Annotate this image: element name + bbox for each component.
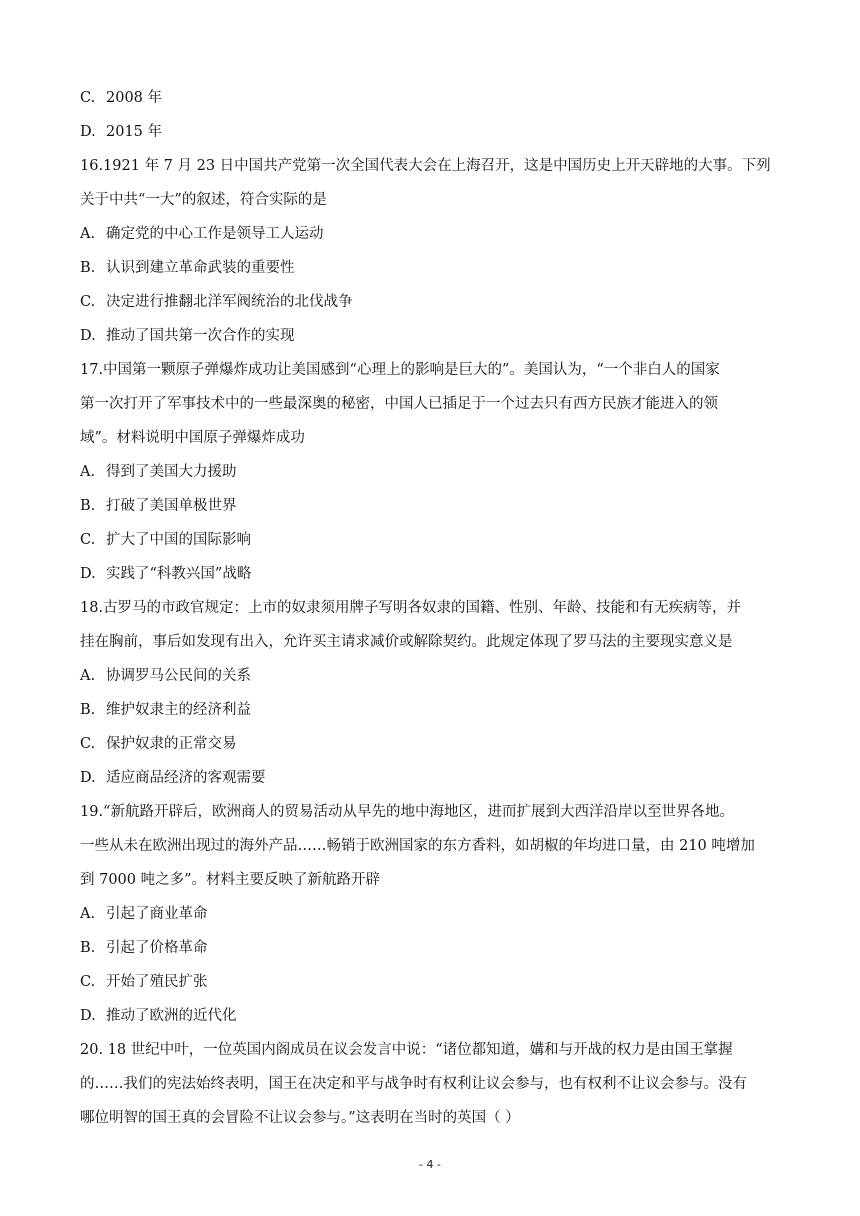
option-letter: C. (80, 294, 96, 310)
option-d-q15 (80, 122, 785, 156)
option-text: 确定党的中心工作是领导工人运动 (106, 226, 324, 242)
option-letter: A. (80, 906, 96, 922)
question-line: 第一次打开了军事技术中的一些最深奥的秘密，中国人已插足于一个过去只有西方民族才能进入的领 (80, 396, 718, 412)
option-letter: D. (80, 124, 96, 140)
option-b-q18 (80, 700, 785, 734)
option-letter: B. (80, 498, 96, 514)
question-19-stem (80, 802, 785, 890)
option-b-q16 (80, 258, 785, 292)
question-line: 一些从未在欧洲出现过的海外产品……畅销于欧洲国家的东方香料，如胡椒的年均进口量，由 210 吨增加 (80, 838, 755, 854)
option-a-q19 (80, 904, 785, 938)
option-text: 适应商品经济的客观需要 (106, 770, 266, 786)
option-d-q18 (80, 768, 785, 802)
option-letter: A. (80, 226, 96, 242)
option-text: 认识到建立革命武装的重要性 (106, 260, 295, 276)
option-text: 决定进行推翻北洋军阀统治的北伐战争 (106, 294, 353, 310)
question-line: 20. 18 世纪中叶，一位英国内阁成员在议会发言中说：“诸位都知道，媾和与开战的权力是由国王掌握 (80, 1042, 733, 1058)
option-letter: D. (80, 1008, 96, 1024)
option-letter: B. (80, 260, 96, 276)
question-line: 19.“新航路开辟后，欧洲商人的贸易活动从早先的地中海地区，进而扩展到大西洋沿岸以至世界各地。 (80, 804, 734, 820)
question-line: 18.古罗马的市政官规定：上市的奴隶须用牌子写明各奴隶的国籍、性别、年龄、技能和有无疾病等，并 (80, 600, 742, 616)
option-letter: A. (80, 668, 96, 684)
option-text: 得到了美国大力援助 (106, 464, 237, 480)
option-text: 推动了国共第一次合作的实现 (106, 328, 295, 344)
question-18-stem (80, 598, 785, 652)
option-b-q19 (80, 938, 785, 972)
question-20-stem (80, 1040, 785, 1128)
option-c-q19 (80, 972, 785, 1006)
option-letter: C. (80, 90, 96, 106)
page-number: - 4 - (419, 1158, 441, 1171)
option-letter: A. (80, 464, 96, 480)
question-line: 域”。材料说明中国原子弹爆炸成功 (80, 430, 305, 446)
question-line: 17.中国第一颗原子弹爆炸成功让美国感到“心理上的影响是巨大的”。美国认为，“一个非白人的国家 (80, 362, 720, 378)
question-line: 关于中共“一大”的叙述，符合实际的是 (80, 192, 327, 208)
option-text: 2008 年 (106, 90, 163, 106)
question-line: 到 7000 吨之多”。材料主要反映了新航路开辟 (80, 872, 381, 888)
question-line: 的……我们的宪法始终表明，国王在决定和平与战争时有权利让议会参与，也有权利不让议会参与。没有 (80, 1076, 747, 1092)
option-letter: C. (80, 532, 96, 548)
option-text: 开始了殖民扩张 (106, 974, 208, 990)
option-c-q17 (80, 530, 785, 564)
option-text: 保护奴隶的正常交易 (106, 736, 237, 752)
option-letter: D. (80, 328, 96, 344)
option-c-q15 (80, 88, 785, 122)
option-a-q18 (80, 666, 785, 700)
option-text: 实践了“科教兴国”战略 (106, 566, 252, 582)
option-c-q18 (80, 734, 785, 768)
option-text: 维护奴隶主的经济利益 (106, 702, 251, 718)
option-d-q19 (80, 1006, 785, 1040)
option-letter: D. (80, 566, 96, 582)
option-d-q16 (80, 326, 785, 360)
option-letter: B. (80, 940, 96, 956)
option-b-q17 (80, 496, 785, 530)
option-a-q16 (80, 224, 785, 258)
option-text: 打破了美国单极世界 (106, 498, 237, 514)
option-a-q17 (80, 462, 785, 496)
option-c-q16 (80, 292, 785, 326)
question-line: 哪位明智的国王真的会冒险不让议会参与。”这表明在当时的英国（ ） (80, 1110, 520, 1126)
option-text: 引起了商业革命 (106, 906, 208, 922)
option-text: 引起了价格革命 (106, 940, 208, 956)
question-16-stem (80, 156, 785, 210)
option-text: 2015 年 (106, 124, 163, 140)
option-letter: C. (80, 736, 96, 752)
option-text: 扩大了中国的国际影响 (106, 532, 251, 548)
question-line: 16.1921 年 7 月 23 日中国共产党第一次全国代表大会在上海召开，这是中国历史上开天辟地的大事。下列 (80, 158, 771, 174)
question-17-stem (80, 360, 785, 448)
page-content (80, 88, 785, 1142)
question-line: 挂在胸前，事后如发现有出入，允许买主请求减价或解除契约。此规定体现了罗马法的主要现实意义是 (80, 634, 733, 650)
option-letter: B. (80, 702, 96, 718)
option-letter: C. (80, 974, 96, 990)
option-text: 协调罗马公民间的关系 (106, 668, 251, 684)
option-letter: D. (80, 770, 96, 786)
option-d-q17 (80, 564, 785, 598)
option-text: 推动了欧洲的近代化 (106, 1008, 237, 1024)
